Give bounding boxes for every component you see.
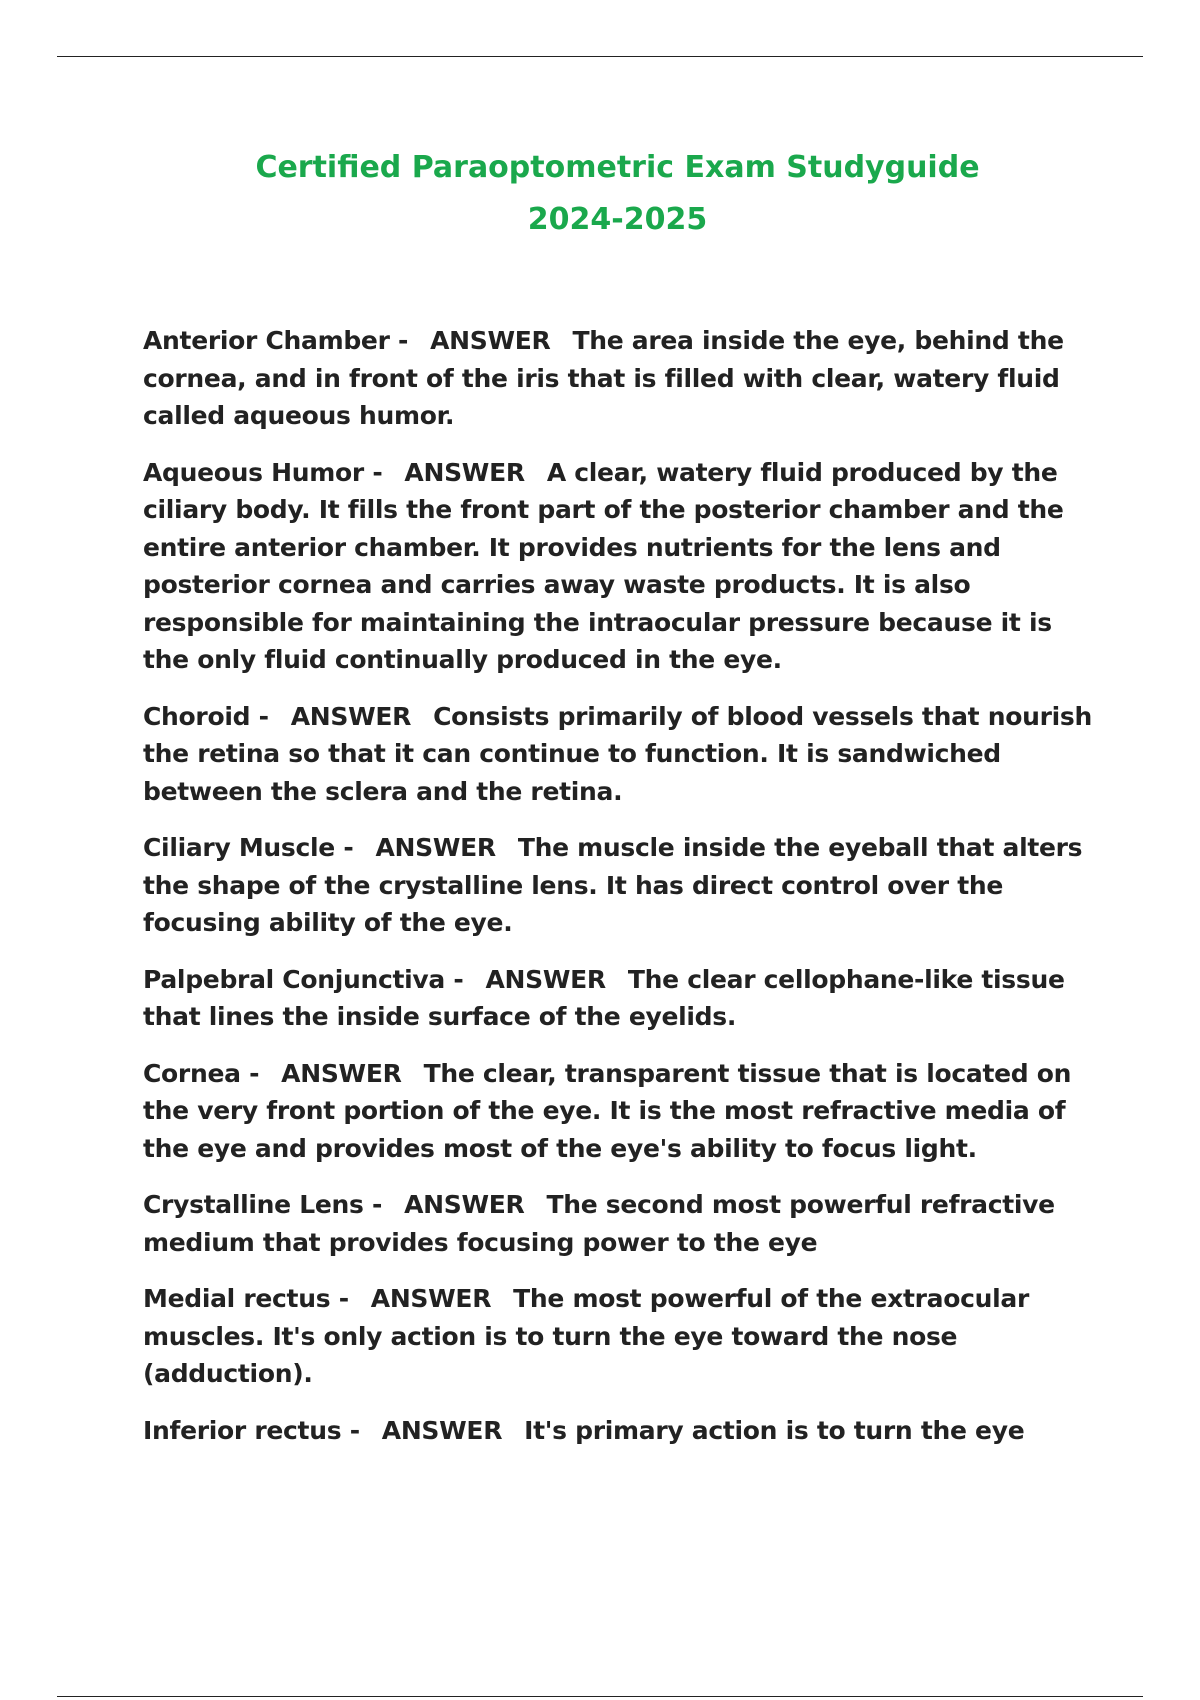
title-line-1: Certified Paraoptometric Exam Studyguide — [255, 150, 980, 185]
entry-definition: The most powerful of the extraocular muscles. It's only action is to turn the eye toward the nose (adduction). — [143, 1284, 1029, 1388]
entry-definition: The clear cellophane-like tissue that lines the inside surface of the eyelids. — [143, 964, 1065, 1031]
entry-separator: - — [372, 457, 383, 487]
entry-term: Anterior Chamber — [143, 326, 390, 355]
entry-definition: The second most powerful refractive medium that provides focusing power to the eye — [143, 1190, 1055, 1257]
entry-definition: Consists primarily of blood vessels that nourish the retina so that it can continue to function. It is sandwiched between the sclera and the retina. — [143, 701, 1092, 806]
entry-separator: - — [453, 964, 464, 994]
entry-definition: The clear, transparent tissue that is located on the very front portion of the eye. It is the most refractive media of the eye and provides most of the eye's ability to focus light. — [143, 1058, 1072, 1163]
answer-label: ANSWER — [381, 1415, 503, 1445]
entry-term: Ciliary Muscle — [143, 833, 335, 862]
answer-label: ANSWER — [370, 1284, 492, 1313]
top-divider — [57, 56, 1143, 57]
answer-label: ANSWER — [404, 457, 525, 487]
glossary-entry-inferior-rectus — [143, 1412, 1093, 1450]
entry-separator: - — [398, 326, 409, 355]
glossary-entry-ciliary-muscle — [143, 829, 1093, 942]
title-line-2: 2024-2025 — [527, 202, 708, 237]
glossary-entry-cornea — [143, 1055, 1093, 1168]
entry-definition: It's primary action is to turn the eye — [524, 1415, 1025, 1445]
entry-term: Choroid — [143, 701, 251, 731]
answer-label: ANSWER — [375, 833, 496, 862]
glossary-entry-choroid — [143, 698, 1093, 811]
glossary-list — [143, 322, 1093, 1468]
answer-label: ANSWER — [485, 964, 606, 994]
entry-definition: A clear, watery fluid produced by the ciliary body. It fills the front part of the posterior chamber and the entire anterior chamber. It provides nutrients for the lens and posterior cornea and carries away waste products. It is also responsible for maintaining the intraocular pressure because it is the only fluid continually produced in the eye. — [143, 457, 1064, 674]
entry-separator: - — [249, 1058, 260, 1088]
answer-label: ANSWER — [430, 326, 551, 355]
entry-separator: - — [338, 1284, 349, 1313]
entry-separator: - — [349, 1415, 360, 1445]
answer-label: ANSWER — [290, 701, 412, 731]
entry-term: Medial rectus — [143, 1284, 331, 1313]
entry-term: Aqueous Humor — [143, 457, 364, 487]
glossary-entry-palpebral-conjunctiva — [143, 961, 1093, 1036]
entry-separator: - — [258, 701, 269, 731]
bottom-divider — [57, 1696, 1143, 1697]
entry-term: Cornea — [143, 1058, 241, 1088]
answer-label: ANSWER — [404, 1190, 525, 1219]
glossary-entry-crystalline-lens — [143, 1186, 1093, 1261]
answer-label: ANSWER — [281, 1058, 402, 1088]
entry-term: Inferior rectus — [143, 1415, 342, 1445]
entry-term: Crystalline Lens — [143, 1190, 364, 1219]
entry-separator: - — [372, 1190, 383, 1219]
glossary-entry-medial-rectus — [143, 1280, 1093, 1393]
entry-definition: The muscle inside the eyeball that alters the shape of the crystalline lens. It has direct control over the focusing ability of the eye. — [143, 833, 1083, 937]
entry-separator: - — [343, 833, 354, 862]
document-title — [0, 142, 1200, 246]
entry-term: Palpebral Conjunctiva — [143, 964, 446, 994]
glossary-entry-aqueous-humor — [143, 454, 1093, 679]
entry-definition: The area inside the eye, behind the cornea, and in front of the iris that is filled with clear, watery fluid called aqueous humor. — [143, 326, 1064, 430]
glossary-entry-anterior-chamber — [143, 322, 1093, 435]
